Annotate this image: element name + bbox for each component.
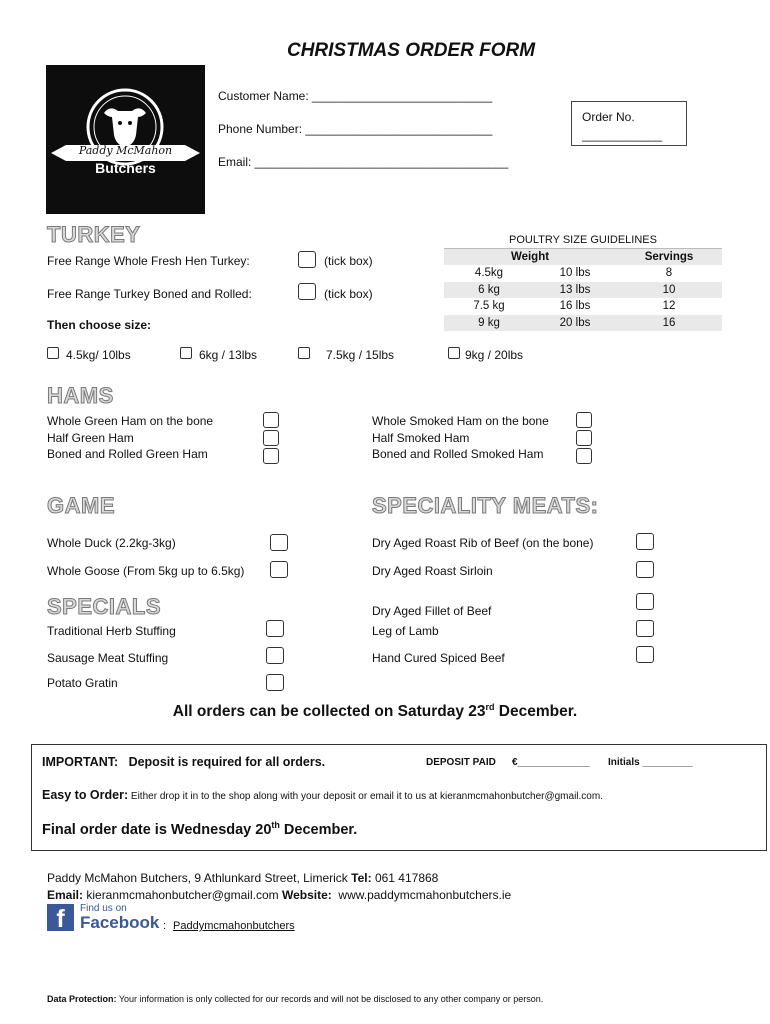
customer-name-field[interactable]: Customer Name: ___________________________ (218, 89, 493, 103)
speciality-item-label: Dry Aged Fillet of Beef (372, 604, 492, 618)
speciality-item-label: Leg of Lamb (372, 624, 439, 638)
tick-box-hint: (tick box) (324, 254, 373, 268)
ham-checkbox[interactable] (263, 412, 279, 428)
size-option-label: 4.5kg/ 10lbs (66, 348, 131, 362)
game-heading: GAME (47, 493, 115, 518)
boned-turkey-checkbox[interactable] (298, 283, 316, 300)
size-checkbox[interactable] (448, 347, 460, 359)
data-protection-text: Your information is only collected for our records and will not be disclosed to any other company or person. (116, 994, 544, 1004)
kg-cell: 6 kg (444, 282, 534, 299)
easy-to-order-label: Easy to Order: (42, 788, 129, 802)
easy-to-order-body: Either drop it in to the shop along with your deposit or email it to us at kieranmcmahonbutcher@gmail.com. (128, 791, 603, 802)
ham-item-label: Half Green Ham (47, 431, 134, 445)
lbs-cell: 16 lbs (559, 300, 591, 313)
phone-number-field[interactable]: Phone Number: ____________________________ (218, 122, 493, 136)
ham-checkbox[interactable] (263, 430, 279, 446)
tel-number: 061 417868 (371, 871, 439, 885)
lbs-cell: 20 lbs (534, 315, 616, 332)
deposit-paid-label: DEPOSIT PAID (426, 757, 496, 768)
address-text: Paddy McMahon Butchers, 9 Athlunkard Street, Limerick (47, 871, 352, 885)
deposit-required-text: IMPORTANT: Deposit is required for all orders. (42, 755, 326, 769)
data-protection-notice (47, 994, 543, 1004)
table-row (444, 265, 722, 282)
ham-checkbox[interactable] (263, 448, 279, 464)
servings-cell: 12 (662, 300, 676, 313)
speciality-meats-heading: SPECIALITY MEATS: (372, 493, 599, 518)
size-checkbox[interactable] (298, 347, 310, 359)
ham-item-label: Whole Green Ham on the bone (47, 414, 214, 428)
shop-address (47, 871, 438, 885)
ham-checkbox[interactable] (576, 448, 592, 464)
email-link[interactable]: kieranmcmahonbutcher@gmail.com (83, 888, 282, 902)
easy-to-order-text (42, 788, 603, 802)
collection-date-notice (0, 702, 750, 721)
specials-item-label: Potato Gratin (47, 676, 118, 690)
kg-cell: 7.5 kg (473, 300, 505, 313)
hams-heading: HAMS (47, 383, 114, 408)
game-checkbox[interactable] (270, 534, 288, 551)
facebook-wordmark[interactable]: Facebook (80, 913, 160, 932)
speciality-checkbox[interactable] (636, 533, 654, 550)
ham-item-label: Boned and Rolled Smoked Ham (372, 447, 544, 461)
website-link[interactable]: www.paddymcmahonbutchers.ie (331, 888, 512, 902)
logo-butchers-text: Butchers (95, 160, 156, 176)
size-checkbox[interactable] (47, 347, 59, 359)
bull-emblem-icon (46, 65, 205, 214)
email-field[interactable]: Email: ______________________________________ (218, 155, 509, 169)
choose-size-label: Then choose size: (47, 318, 152, 332)
facebook-icon[interactable]: f (47, 904, 74, 931)
logo-script-text: Paddy McMahon (78, 144, 173, 157)
deposit-amount-line[interactable]: €_____________ (512, 757, 590, 768)
order-number-label: Order No. (582, 110, 635, 124)
table-row (444, 282, 722, 299)
turkey-item-label: Free Range Whole Fresh Hen Turkey: (47, 254, 250, 268)
servings-cell: 16 (616, 315, 722, 332)
speciality-checkbox[interactable] (636, 561, 654, 578)
size-option-label: 6kg / 13lbs (199, 348, 258, 362)
facebook-separator: : (163, 920, 167, 932)
game-item-label: Whole Goose (From 5kg up to 6.5kg) (47, 564, 245, 578)
form-title: CHRISTMAS ORDER FORM (286, 40, 536, 61)
final-order-date (42, 820, 357, 838)
data-protection-label: Data Protection: (47, 994, 117, 1004)
poultry-guidelines-title: POULTRY SIZE GUIDELINES (509, 234, 657, 246)
specials-heading: SPECIALS (47, 594, 162, 619)
specials-item-label: Traditional Herb Stuffing (47, 624, 176, 638)
servings-header: Servings (616, 249, 722, 266)
servings-cell: 10 (616, 282, 722, 299)
game-checkbox[interactable] (270, 561, 288, 578)
specials-checkbox[interactable] (266, 647, 284, 664)
turkey-heading: TURKEY (47, 222, 141, 247)
speciality-item-label: Hand Cured Spiced Beef (372, 651, 505, 665)
find-us-on-text: Find us on (80, 903, 127, 914)
lbs-cell: 10 lbs (559, 267, 591, 280)
ham-checkbox[interactable] (576, 412, 592, 428)
contact-line (47, 888, 511, 902)
lbs-cell: 13 lbs (534, 282, 616, 299)
speciality-checkbox[interactable] (636, 620, 654, 637)
turkey-item-label: Free Range Turkey Boned and Rolled: (47, 287, 252, 301)
hen-turkey-checkbox[interactable] (298, 251, 316, 268)
speciality-checkbox[interactable] (636, 593, 654, 610)
order-number-line: ____________ (582, 128, 663, 142)
servings-cell: 8 (665, 267, 673, 280)
website-label: Website: (281, 888, 332, 902)
ham-item-label: Boned and Rolled Green Ham (47, 447, 208, 461)
tick-box-hint: (tick box) (324, 287, 373, 301)
initials-line[interactable]: Initials _________ (608, 757, 693, 768)
email-label: Email: (47, 888, 84, 902)
final-order-text-end: December. (279, 821, 358, 838)
collection-sup: rd (485, 702, 495, 712)
size-option-label: 7.5kg / 15lbs (326, 348, 395, 362)
order-number-box[interactable] (571, 101, 687, 146)
ham-checkbox[interactable] (576, 430, 592, 446)
specials-checkbox[interactable] (266, 620, 284, 637)
speciality-item-label: Dry Aged Roast Sirloin (372, 564, 493, 578)
specials-item-label: Sausage Meat Stuffing (47, 651, 169, 665)
speciality-checkbox[interactable] (636, 646, 654, 663)
size-option-label: 9kg / 20lbs (465, 348, 524, 362)
table-row (444, 315, 722, 332)
ham-item-label: Half Smoked Ham (372, 431, 470, 445)
table-header-row (444, 249, 722, 266)
final-order-text: Final order date is Wednesday 20 (42, 821, 272, 838)
table-row (444, 298, 722, 315)
game-item-label: Whole Duck (2.2kg-3kg) (47, 536, 176, 550)
facebook-handle-link[interactable]: Paddymcmahonbutchers (173, 920, 295, 932)
kg-cell: 9 kg (444, 315, 534, 332)
size-checkbox[interactable] (180, 347, 192, 359)
tel-label: Tel: (351, 871, 372, 885)
final-order-sup: th (271, 820, 280, 830)
collection-text-end: December. (494, 703, 578, 721)
kg-cell: 4.5kg (474, 267, 504, 280)
poultry-guidelines-table (444, 248, 722, 331)
specials-checkbox[interactable] (266, 674, 284, 691)
butcher-logo (46, 65, 205, 214)
speciality-item-label: Dry Aged Roast Rib of Beef (on the bone) (372, 536, 594, 550)
collection-text: All orders can be collected on Saturday 23 (172, 703, 486, 721)
weight-header: Weight (444, 249, 616, 266)
ham-item-label: Whole Smoked Ham on the bone (372, 414, 549, 428)
